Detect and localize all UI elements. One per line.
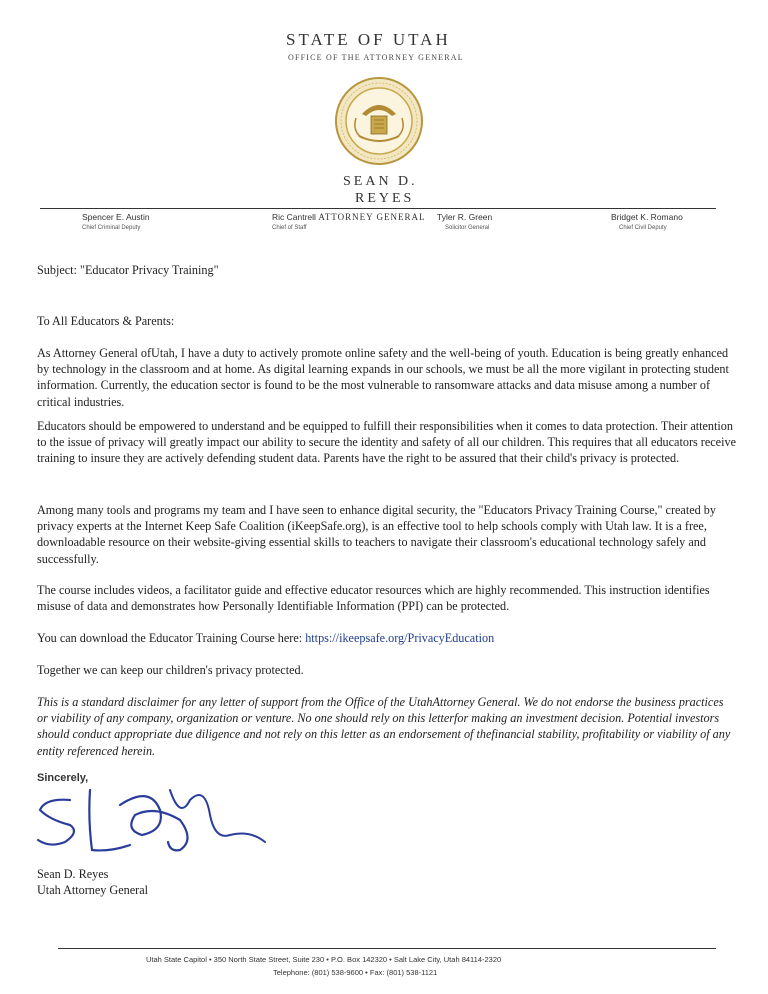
signer-title: Utah Attorney General <box>37 883 149 897</box>
header-divider <box>40 208 716 209</box>
letterhead-state: STATE OF UTAH <box>286 30 451 49</box>
paragraph-1: As Attorney General ofUtah, I have a duty to actively promote online safety and the well-being of youth. Education is being greatly enhanced by technology in the classroom and at home. As digital learning expands in our schools, we must be all the more vigilant in protecting student information. Currently, the education sector is found to be the most vulnerable to ransomware attacks and data misuse among a number of critical industries. <box>37 346 729 409</box>
staff-name: Bridget K. Romano <box>611 212 683 222</box>
staff-austin <box>82 212 150 231</box>
ag-name-line1: SEAN D. <box>343 174 418 189</box>
staff-name: Spencer E. Austin <box>82 212 150 222</box>
paragraph-6: Together we can keep our children's privacy protected. <box>37 663 304 677</box>
staff-title: Chief of Staff <box>272 225 307 231</box>
course-link[interactable]: https://ikeepsafe.org/PrivacyEducation <box>305 631 495 645</box>
paragraph-3: Among many tools and programs my team and I have seen to enhance digital security, the "Educators Privacy Training Course," created by privacy experts at the Internet Keep Safe Coalition (iKeepSafe.org), is an effective tool to help schools comply with Utah law. It is a free, downloadable resource on their website-giving essential skills to teachers to navigate their classroom's educational technology safely and successfully. <box>37 503 716 566</box>
salutation: To All Educators & Parents: <box>37 314 175 328</box>
staff-name: Tyler R. Green <box>437 212 493 222</box>
paragraph-4: The course includes videos, a facilitator guide and effective educator resources which are highly recommended. This instruction identifies misuse of data and demonstrates how Personally Identifiable Information (PPI) can be protected. <box>37 583 710 614</box>
footer-divider <box>58 948 716 949</box>
staff-title: Solicitor General <box>445 225 490 231</box>
disclaimer: This is a standard disclaimer for any letter of support from the Office of the UtahAttorney General. We do not endorse the business practices or viability of any company, organization or venture. No one should rely on this letterfor making an investment decision. Potential investors should conduct appropriate due diligence and not rely on this letter as an endorsement of thefinancial stability, profitability or viability of any entity referenced herein. <box>37 695 731 758</box>
signer-block <box>37 866 148 898</box>
footer-address: Utah State Capitol • 350 North State Street, Suite 230 • P.O. Box 142320 • Salt Lake City, Utah 84114-2320 <box>146 955 502 964</box>
letterhead-office: OFFICE OF THE ATTORNEY GENERAL <box>288 53 464 62</box>
staff-green <box>437 212 492 231</box>
signature-icon <box>30 780 270 860</box>
staff-title: Chief Criminal Deputy <box>82 225 141 231</box>
state-seal-icon <box>334 76 424 166</box>
staff-cantrell <box>272 212 426 231</box>
ag-name-line2: REYES <box>355 191 415 206</box>
paragraph-5: You can download the Educator Training Course here: https://ikeepsafe.org/PrivacyEducation <box>37 631 495 645</box>
ag-title: ATTORNEY GENERAL <box>318 212 426 222</box>
subject-line: Subject: "Educator Privacy Training" <box>37 263 219 277</box>
staff-title: Chief Civil Deputy <box>619 225 667 231</box>
signer-name: Sean D. Reyes <box>37 867 109 881</box>
paragraph-2: Educators should be empowered to understand and be equipped to fulfill their responsibilities when it comes to data protection. Their attention to the issue of privacy will greatly impact our ability to secure the identity and safety of all our children. This requires that all educators receive training to insure they are actively defending student data. Parents have the right to be assured that their child's privacy is protected. <box>37 419 736 466</box>
footer-phone: Telephone: (801) 538-9600 • Fax: (801) 538-1121 <box>273 968 438 977</box>
staff-name: Ric Cantrell ATTORNEY GENERAL <box>272 212 426 222</box>
staff-romano <box>611 212 683 231</box>
closing: Sincerely, <box>37 772 89 784</box>
